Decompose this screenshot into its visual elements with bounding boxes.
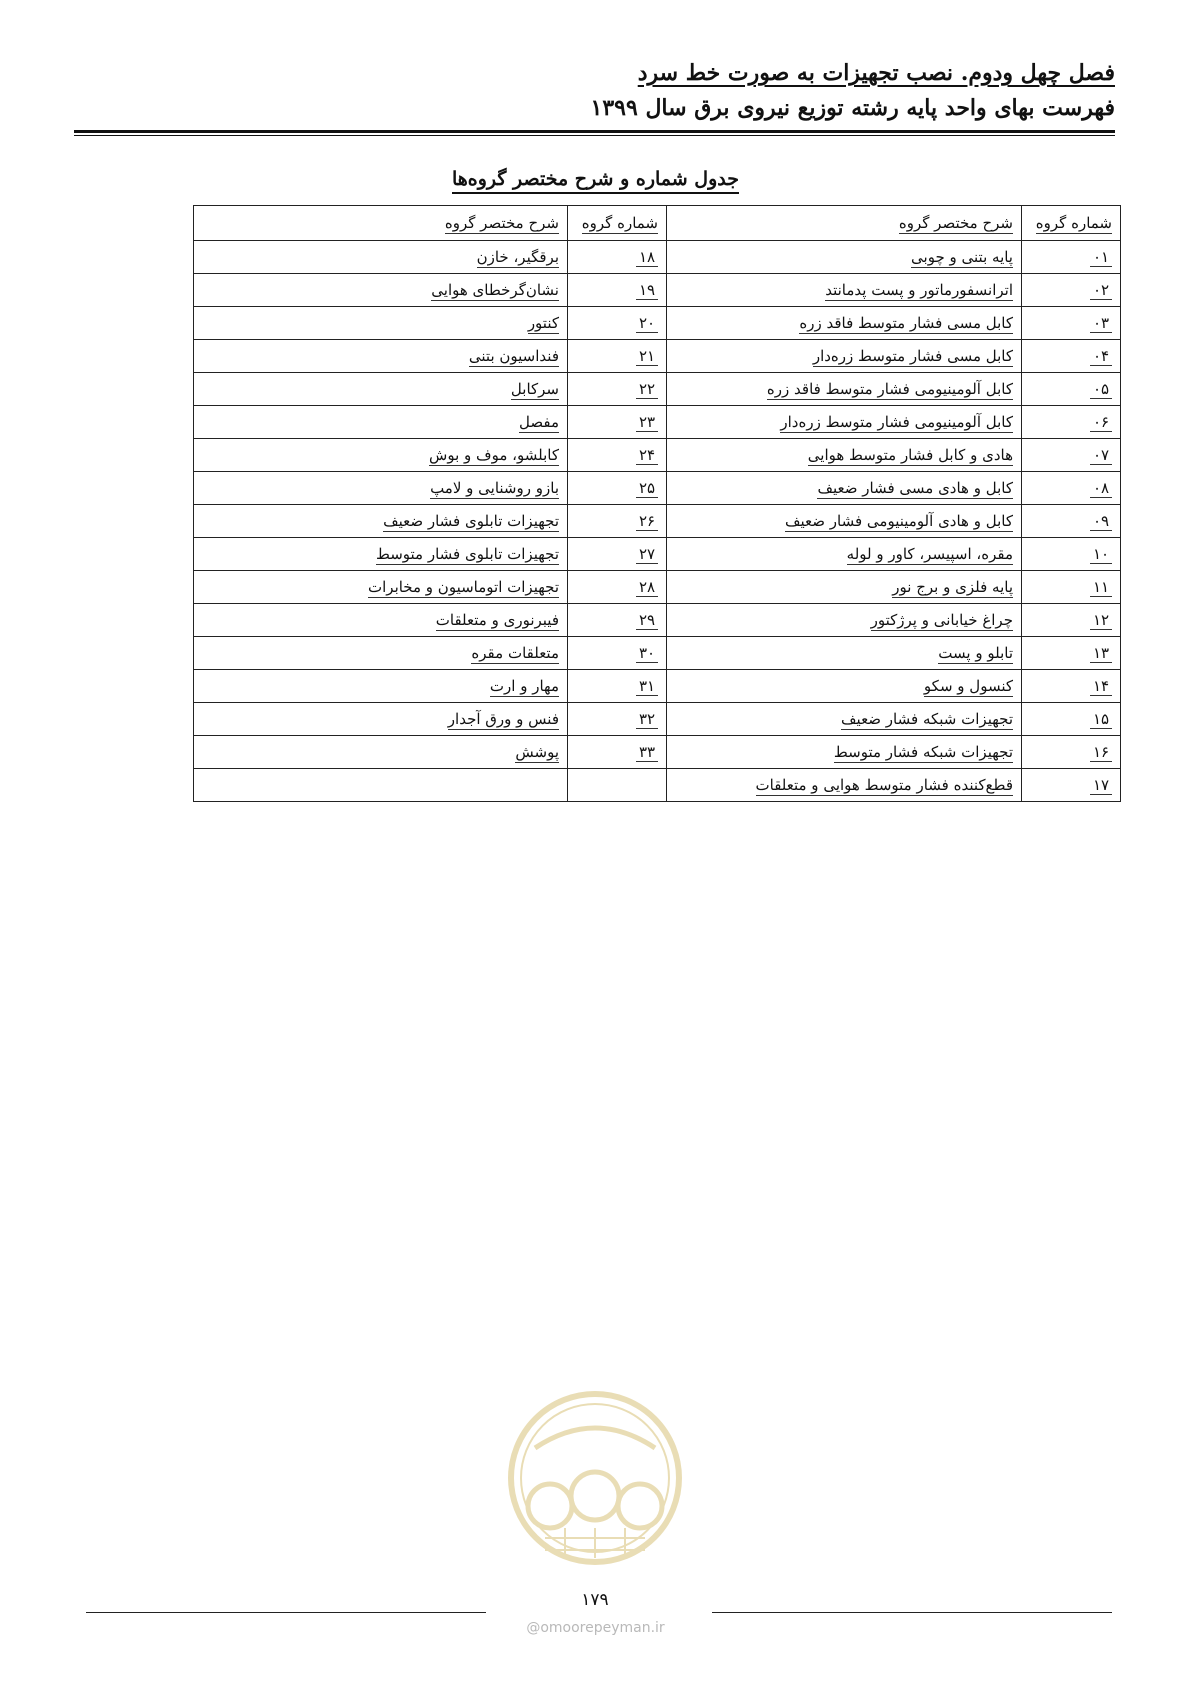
group-description: مفصل bbox=[519, 413, 559, 431]
group-description: کابل آلومینیومی فشار متوسط زره‌دار bbox=[780, 413, 1013, 431]
group-number: ۱۸ bbox=[636, 248, 658, 267]
group-description-cell bbox=[667, 241, 1022, 274]
table-row bbox=[194, 307, 1121, 340]
header-description-1: شرح مختصر گروه bbox=[667, 206, 1022, 241]
table-row bbox=[194, 274, 1121, 307]
group-description: تجهیزات شبکه فشار ضعیف bbox=[841, 710, 1013, 728]
group-number-cell bbox=[568, 439, 667, 472]
table-row bbox=[194, 439, 1121, 472]
group-description-cell bbox=[667, 373, 1022, 406]
group-number: ۳۱ bbox=[636, 677, 658, 696]
group-description: اترانسفورماتور و پست پدمانتد bbox=[825, 281, 1013, 299]
group-number-cell bbox=[1022, 307, 1121, 340]
group-number-cell bbox=[568, 670, 667, 703]
group-number: ۱۴ bbox=[1090, 677, 1112, 696]
group-number: ۲۰ bbox=[636, 314, 658, 333]
group-description-cell bbox=[667, 307, 1022, 340]
group-number-cell bbox=[1022, 538, 1121, 571]
group-number-cell bbox=[568, 604, 667, 637]
group-number: ۲۲ bbox=[636, 380, 658, 399]
group-number-cell bbox=[568, 736, 667, 769]
group-description-cell bbox=[667, 439, 1022, 472]
group-description: تجهیزات شبکه فشار متوسط bbox=[833, 743, 1013, 761]
group-description-cell bbox=[194, 340, 568, 373]
table-row bbox=[194, 406, 1121, 439]
header-rule-thick bbox=[74, 130, 1115, 133]
group-description-cell bbox=[194, 769, 568, 802]
group-number: ۰۸ bbox=[1090, 479, 1112, 498]
group-number-cell bbox=[1022, 472, 1121, 505]
page-header bbox=[591, 58, 1115, 124]
group-description-cell bbox=[667, 538, 1022, 571]
group-description: هادی و کابل فشار متوسط هوایی bbox=[807, 446, 1013, 464]
group-description-cell bbox=[194, 406, 568, 439]
table-row bbox=[194, 538, 1121, 571]
group-description-cell bbox=[194, 373, 568, 406]
group-number-cell bbox=[568, 406, 667, 439]
group-description: مقره، اسپیسر، کاور و لوله bbox=[846, 545, 1013, 563]
group-description-cell bbox=[194, 670, 568, 703]
group-description-cell bbox=[667, 505, 1022, 538]
group-number-cell bbox=[568, 307, 667, 340]
group-description: بازو روشنایی و لامپ bbox=[430, 479, 559, 497]
group-number: ۱۷ bbox=[1090, 776, 1112, 795]
group-description: کابل مسی فشار متوسط فاقد زره bbox=[799, 314, 1013, 332]
table-row bbox=[194, 736, 1121, 769]
group-description: کنسول و سکو bbox=[923, 677, 1013, 695]
group-description-cell bbox=[667, 736, 1022, 769]
group-description: پوشش bbox=[515, 743, 559, 761]
group-description: متعلقات مقره bbox=[471, 644, 559, 662]
header-description-2: شرح مختصر گروه bbox=[194, 206, 568, 241]
table-row bbox=[194, 505, 1121, 538]
group-number: ۱۰ bbox=[1090, 545, 1112, 564]
group-description-cell bbox=[194, 703, 568, 736]
group-description: سرکابل bbox=[510, 380, 559, 398]
group-description-cell bbox=[194, 604, 568, 637]
header-number-1: شماره گروه bbox=[1022, 206, 1121, 241]
group-number: ۲۶ bbox=[636, 512, 658, 531]
table-title bbox=[0, 168, 1191, 190]
seal-logo-watermark bbox=[505, 1388, 685, 1568]
group-description: چراغ خیابانی و پرژکتور bbox=[870, 611, 1013, 629]
table-row bbox=[194, 604, 1121, 637]
table-title-text: جدول شماره و شرح مختصر گروه‌ها bbox=[452, 168, 739, 194]
group-description-cell bbox=[667, 769, 1022, 802]
group-number-cell bbox=[1022, 439, 1121, 472]
group-number: ۱۵ bbox=[1090, 710, 1112, 729]
group-description-cell bbox=[667, 703, 1022, 736]
group-number-cell bbox=[568, 571, 667, 604]
group-number-cell bbox=[1022, 406, 1121, 439]
group-description-cell bbox=[194, 241, 568, 274]
group-description-cell bbox=[194, 736, 568, 769]
group-description: نشان‌گرخطای هوایی bbox=[431, 281, 559, 299]
group-description: کابل و هادی آلومینیومی فشار ضعیف bbox=[784, 512, 1013, 530]
group-description-cell bbox=[667, 406, 1022, 439]
footer-rule-right bbox=[712, 1612, 1112, 1613]
group-description-cell bbox=[194, 505, 568, 538]
header-rule-thin bbox=[74, 135, 1115, 136]
group-description-cell bbox=[667, 637, 1022, 670]
group-number: ۲۴ bbox=[636, 446, 658, 465]
group-description-cell bbox=[194, 307, 568, 340]
page-number: ۱۷۹ bbox=[581, 1590, 609, 1610]
group-description-cell bbox=[194, 571, 568, 604]
header-number-2: شماره گروه bbox=[568, 206, 667, 241]
group-number-cell bbox=[568, 538, 667, 571]
group-number-cell bbox=[1022, 637, 1121, 670]
group-description-cell bbox=[194, 439, 568, 472]
group-description: برقگیر، خازن bbox=[476, 248, 559, 266]
group-description: تابلو و پست bbox=[938, 644, 1013, 662]
group-number-cell bbox=[1022, 736, 1121, 769]
group-description: قطع‌کننده فشار متوسط هوایی و متعلقات bbox=[755, 776, 1013, 794]
table-header-row bbox=[194, 206, 1121, 241]
group-description-cell bbox=[667, 571, 1022, 604]
footer-rule-left bbox=[86, 1612, 486, 1613]
group-number: ۲۳ bbox=[636, 413, 658, 432]
group-number-cell bbox=[1022, 703, 1121, 736]
group-description: مهار و ارت bbox=[489, 677, 559, 695]
group-number: ۰۷ bbox=[1090, 446, 1112, 465]
group-description: تجهیزات اتوماسیون و مخابرات bbox=[368, 578, 559, 596]
website-watermark: @omoorepeyman.ir bbox=[526, 1620, 665, 1636]
group-description: فنداسیون بتنی bbox=[468, 347, 559, 365]
chapter-title: فصل چهل ودوم. نصب تجهیزات به صورت خط سرد bbox=[637, 60, 1115, 86]
table-row bbox=[194, 373, 1121, 406]
group-description: کنتور bbox=[527, 314, 559, 332]
table-row bbox=[194, 769, 1121, 802]
group-number-cell bbox=[1022, 769, 1121, 802]
group-number: ۱۶ bbox=[1090, 743, 1112, 762]
group-number-cell bbox=[1022, 571, 1121, 604]
group-description-cell bbox=[667, 340, 1022, 373]
document-subtitle: فهرست بهای واحد پایه رشته توزیع نیروی برق سال ۱۳۹۹ bbox=[590, 95, 1115, 121]
group-description-cell bbox=[194, 637, 568, 670]
group-number: ۰۵ bbox=[1090, 380, 1112, 399]
group-number: ۱۱ bbox=[1090, 578, 1112, 597]
table-row bbox=[194, 340, 1121, 373]
group-number-cell bbox=[568, 274, 667, 307]
group-description-cell bbox=[194, 472, 568, 505]
table-row bbox=[194, 241, 1121, 274]
group-number: ۲۹ bbox=[636, 611, 658, 630]
group-number-cell bbox=[568, 241, 667, 274]
group-number: ۲۵ bbox=[636, 479, 658, 498]
group-number-cell bbox=[568, 703, 667, 736]
group-number: ۰۴ bbox=[1090, 347, 1112, 366]
group-number: ۲۸ bbox=[636, 578, 658, 597]
group-number-cell bbox=[568, 505, 667, 538]
group-description: پایه بتنی و چوبی bbox=[911, 248, 1013, 266]
group-number-cell bbox=[1022, 604, 1121, 637]
groups-table bbox=[193, 205, 1121, 802]
group-number: ۰۹ bbox=[1090, 512, 1112, 531]
group-number: ۳۳ bbox=[636, 743, 658, 762]
group-description-cell bbox=[667, 472, 1022, 505]
group-number-cell bbox=[1022, 670, 1121, 703]
group-number: ۰۱ bbox=[1090, 248, 1112, 267]
group-description: تجهیزات تابلوی فشار متوسط bbox=[375, 545, 559, 563]
group-number-cell bbox=[568, 637, 667, 670]
group-description-cell bbox=[667, 670, 1022, 703]
group-description-cell bbox=[194, 538, 568, 571]
group-description-cell bbox=[667, 604, 1022, 637]
table-row bbox=[194, 571, 1121, 604]
group-description: کابل مسی فشار متوسط زره‌دار bbox=[812, 347, 1013, 365]
table-row bbox=[194, 472, 1121, 505]
group-description: کابل و هادی مسی فشار ضعیف bbox=[817, 479, 1013, 497]
group-number: ۰۳ bbox=[1090, 314, 1112, 333]
group-number-cell bbox=[1022, 274, 1121, 307]
group-number: ۰۶ bbox=[1090, 413, 1112, 432]
group-number: ۱۲ bbox=[1090, 611, 1112, 630]
group-description: فیبرنوری و متعلقات bbox=[435, 611, 559, 629]
group-description: کابلشو، موف و بوش bbox=[429, 446, 559, 464]
table-row bbox=[194, 670, 1121, 703]
group-number: ۲۱ bbox=[636, 347, 658, 366]
group-number-cell bbox=[568, 373, 667, 406]
group-number-cell bbox=[1022, 505, 1121, 538]
group-number: ۲۷ bbox=[636, 545, 658, 564]
group-description: پایه فلزی و برج نور bbox=[892, 578, 1013, 596]
group-number-cell bbox=[568, 340, 667, 373]
group-number-cell bbox=[1022, 241, 1121, 274]
group-description: کابل آلومینیومی فشار متوسط فاقد زره bbox=[766, 380, 1013, 398]
group-number-cell bbox=[1022, 373, 1121, 406]
group-number: ۱۹ bbox=[636, 281, 658, 300]
table-row bbox=[194, 637, 1121, 670]
group-number: ۳۲ bbox=[636, 710, 658, 729]
group-number: ۰۲ bbox=[1090, 281, 1112, 300]
group-number-cell bbox=[1022, 340, 1121, 373]
group-number-cell bbox=[568, 769, 667, 802]
group-description: فنس و ورق آجدار bbox=[447, 710, 559, 728]
group-number: ۱۳ bbox=[1090, 644, 1112, 663]
group-description-cell bbox=[667, 274, 1022, 307]
table-row bbox=[194, 703, 1121, 736]
group-number-cell bbox=[568, 472, 667, 505]
group-description: تجهیزات تابلوی فشار ضعیف bbox=[383, 512, 559, 530]
group-description-cell bbox=[194, 274, 568, 307]
group-number: ۳۰ bbox=[636, 644, 658, 663]
